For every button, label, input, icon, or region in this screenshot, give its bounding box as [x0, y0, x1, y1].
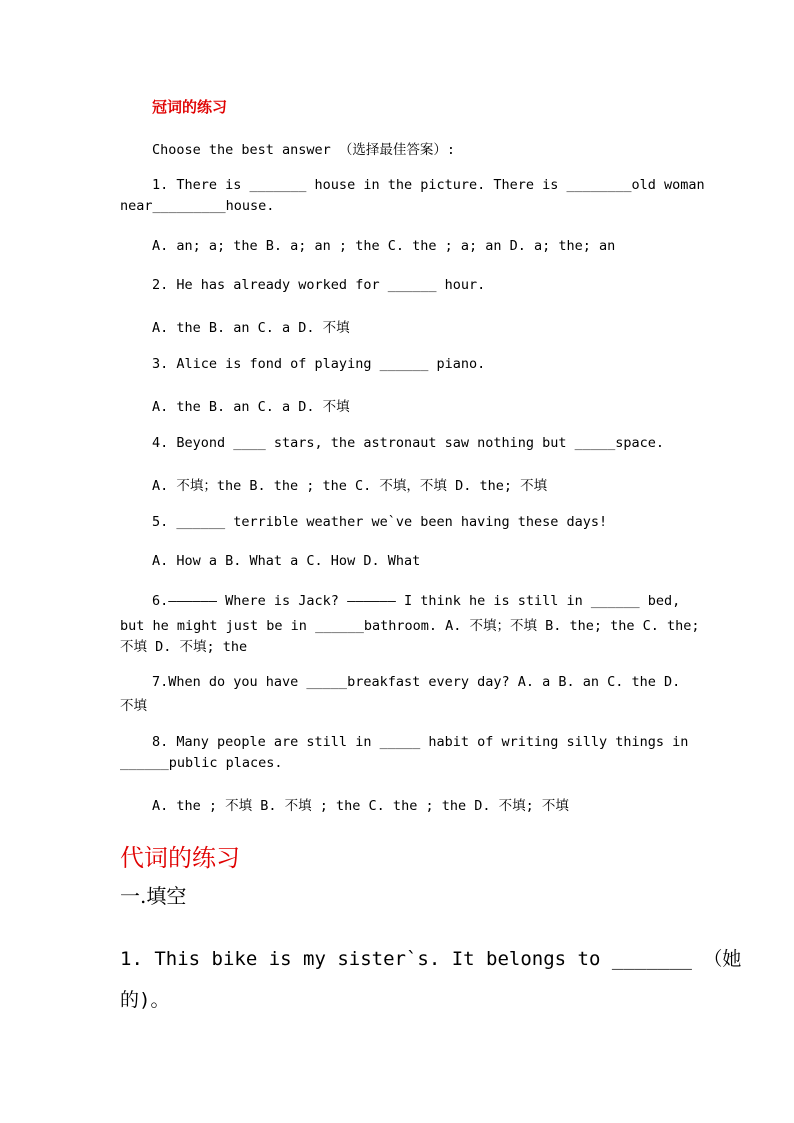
- question-5: 5. ______ terrible weather we`ve been having these days!: [152, 514, 608, 530]
- question-7: 7.When do you have _____breakfast every day? A. a B. an C. the D.: [152, 674, 681, 690]
- question-8: 8. Many people are still in _____ habit of writing silly things in: [152, 734, 689, 750]
- question-3: 3. Alice is fond of playing ______ piano.: [152, 356, 486, 372]
- question-1: 1. This bike is my sister`s. It belongs to _______ （她: [120, 948, 742, 970]
- question-3-options: A. the B. an C. a D. 不填: [152, 399, 350, 415]
- question-8-options: A. the ; 不填 B. 不填 ; the C. the ; the D. 不填; 不填: [152, 798, 569, 814]
- question-7-cont: 不填: [120, 698, 147, 714]
- question-8-cont: ______public places.: [120, 755, 283, 771]
- question-4-options: A. 不填；the B. the ; the C. 不填，不填 D. the; 不填: [152, 478, 548, 494]
- question-6-cont-2: 不填 D. 不填; the: [120, 639, 248, 655]
- section-subtitle: 一.填空: [120, 884, 187, 908]
- question-1-cont: 的)。: [120, 989, 170, 1011]
- question-2-options: A. the B. an C. a D. 不填: [152, 320, 350, 336]
- question-1-cont: near_________house.: [120, 198, 275, 214]
- section-title: 代词的练习: [120, 844, 240, 872]
- question-1-options: A. an; a; the B. a; an ; the C. the ; a; an D. a; the; an: [152, 238, 616, 254]
- question-5-options: A. How a B. What a C. How D. What: [152, 553, 421, 569]
- instruction: Choose the best answer （选择最佳答案）:: [152, 142, 456, 158]
- question-4: 4. Beyond ____ stars, the astronaut saw nothing but _____space.: [152, 435, 665, 451]
- question-1: 1. There is _______ house in the picture. There is ________old woman: [152, 177, 705, 193]
- question-2: 2. He has already worked for ______ hour.: [152, 277, 486, 293]
- question-6-cont: but he might just be in ______bathroom. A. 不填；不填 B. the; the C. the;: [120, 618, 700, 634]
- section-title: 冠词的练习: [152, 98, 228, 116]
- question-6: 6.—————— Where is Jack? —————— I think he is still in ______ bed,: [152, 593, 681, 609]
